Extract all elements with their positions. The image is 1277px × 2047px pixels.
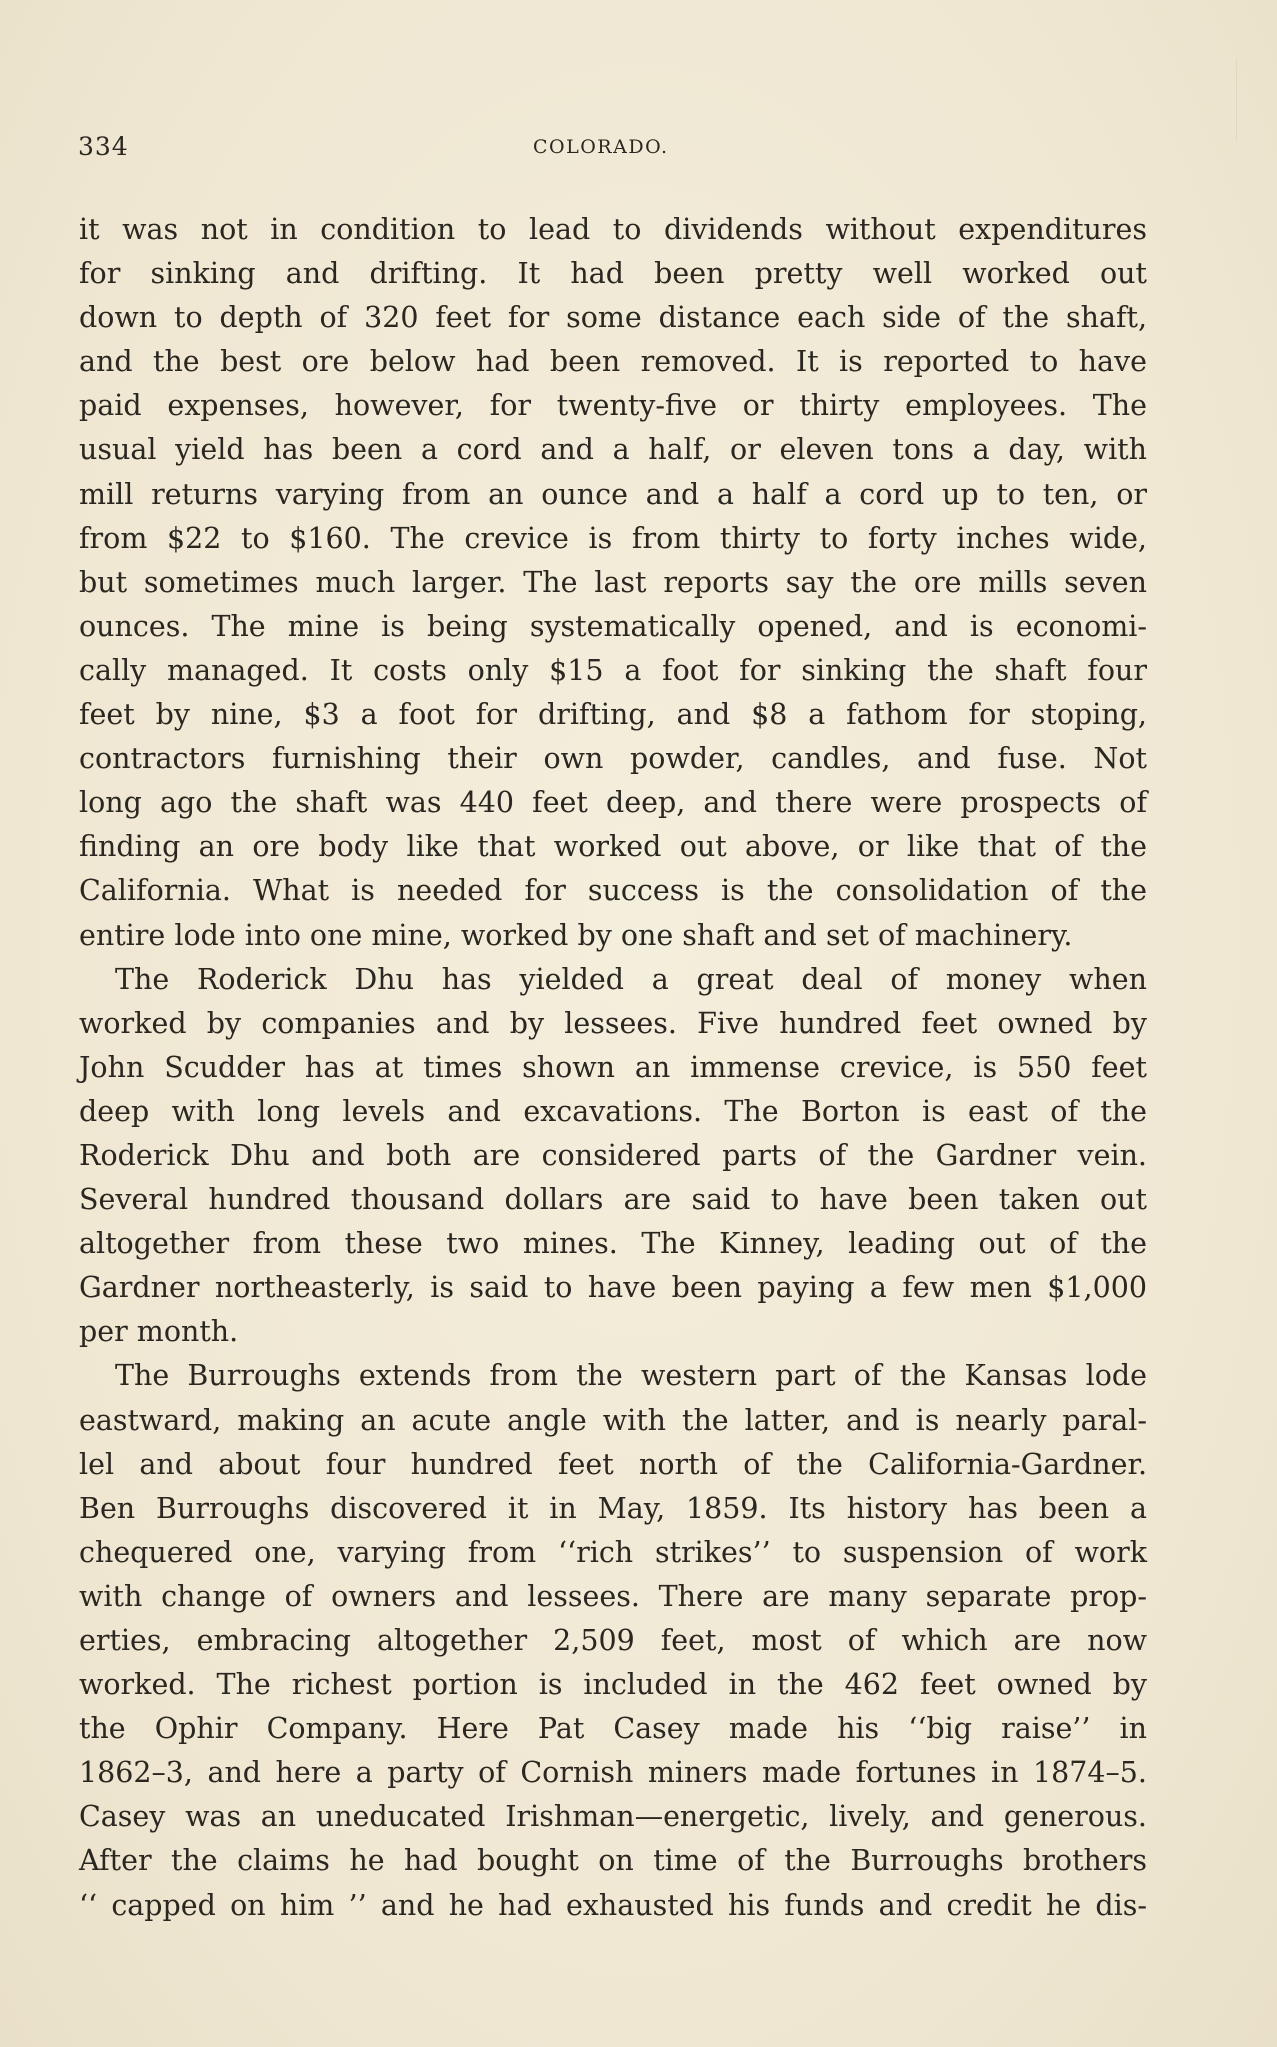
- text-line: with change of owners and lessees. There are many separate prop-: [79, 1579, 1147, 1613]
- text-line: Several hundred thousand dollars are said to have been taken out: [79, 1183, 1147, 1217]
- text-line: but sometimes much larger. The last reports say the ore mills seven: [79, 565, 1147, 599]
- text-line: contractors furnishing their own powder, candles, and fuse. Not: [79, 742, 1147, 776]
- paragraph-start-line: The Roderick Dhu has yielded a great deal of money when: [115, 962, 1147, 996]
- text-line: ‘‘ capped on him ’’ and he had exhausted his funds and credit he dis-: [79, 1888, 1147, 1922]
- text-line: deep with long levels and excavations. The Borton is east of the: [79, 1094, 1147, 1128]
- text-line: feet by nine, $3 a foot for drifting, and $8 a fathom for stoping,: [79, 698, 1147, 732]
- text-line: cally managed. It costs only $15 a foot for sinking the shaft four: [79, 653, 1147, 687]
- text-line: erties, embracing altogether 2,509 feet, most of which are now: [79, 1624, 1147, 1657]
- text-line: Roderick Dhu and both are considered parts of the Gardner vein.: [79, 1138, 1147, 1172]
- text-line: for sinking and drifting. It had been pretty well worked out: [79, 257, 1147, 291]
- text-line: mill returns varying from an ounce and a half a cord up to ten, or: [79, 477, 1147, 511]
- text-line: After the claims he had bought on time of the Burroughs brothers: [79, 1844, 1147, 1878]
- text-line: down to depth of 320 feet for some distance each side of the shaft,: [79, 301, 1147, 335]
- paragraph-start-line: The Burroughs extends from the western part of the Kansas lode: [115, 1359, 1147, 1393]
- text-line: finding an ore body like that worked out above, or like that of the: [79, 830, 1147, 864]
- body-text: [79, 208, 1147, 1928]
- text-line: worked by companies and by lessees. Five hundred feet owned by: [79, 1006, 1147, 1040]
- text-line: usual yield has been a cord and a half, or eleven tons a day, with: [79, 433, 1147, 467]
- text-line: ounces. The mine is being systematically opened, and is economi-: [79, 609, 1147, 643]
- text-line: per month.: [79, 1315, 239, 1349]
- text-line: Ben Burroughs discovered it in May, 1859. Its history has been a: [79, 1491, 1147, 1525]
- text-line: Casey was an uneducated Irishman—energetic, lively, and generous.: [79, 1800, 1147, 1834]
- text-line: California. What is needed for success is the consolidation of the: [79, 874, 1147, 908]
- text-line: lel and about four hundred feet north of the California-Gardner.: [79, 1447, 1147, 1481]
- text-line: long ago the shaft was 440 feet deep, and there were prospects of: [79, 786, 1147, 820]
- page-number: 334: [78, 132, 129, 161]
- text-line: entire lode into one mine, worked by one shaft and set of machinery.: [79, 918, 1073, 952]
- text-line: Gardner northeasterly, is said to have been paying a few men $1,000: [79, 1271, 1147, 1305]
- page-edge-shadow: [1236, 60, 1277, 140]
- text-line: worked. The richest portion is included in the 462 feet owned by: [79, 1668, 1147, 1702]
- text-line: 1862–3, and here a party of Cornish miners made fortunes in 1874–5.: [79, 1756, 1147, 1790]
- page-header: [78, 132, 1148, 172]
- text-line: it was not in condition to lead to dividends without expenditures: [79, 213, 1147, 246]
- text-line: John Scudder has at times shown an immense crevice, is 550 feet: [79, 1050, 1147, 1084]
- text-line: eastward, making an acute angle with the latter, and is nearly paral-: [79, 1403, 1147, 1437]
- text-line: from $22 to $160. The crevice is from thirty to forty inches wide,: [79, 521, 1147, 555]
- text-line: the Ophir Company. Here Pat Casey made his ‘‘big raise’’ in: [79, 1712, 1147, 1746]
- text-line: altogether from these two mines. The Kinney, leading out of the: [79, 1227, 1147, 1261]
- text-line: chequered one, varying from ‘‘rich strikes’’ to suspension of work: [79, 1535, 1147, 1569]
- text-line: and the best ore below had been removed. It is reported to have: [79, 345, 1147, 379]
- running-head: COLORADO.: [533, 136, 669, 158]
- text-line: paid expenses, however, for twenty-five or thirty employees. The: [79, 389, 1147, 423]
